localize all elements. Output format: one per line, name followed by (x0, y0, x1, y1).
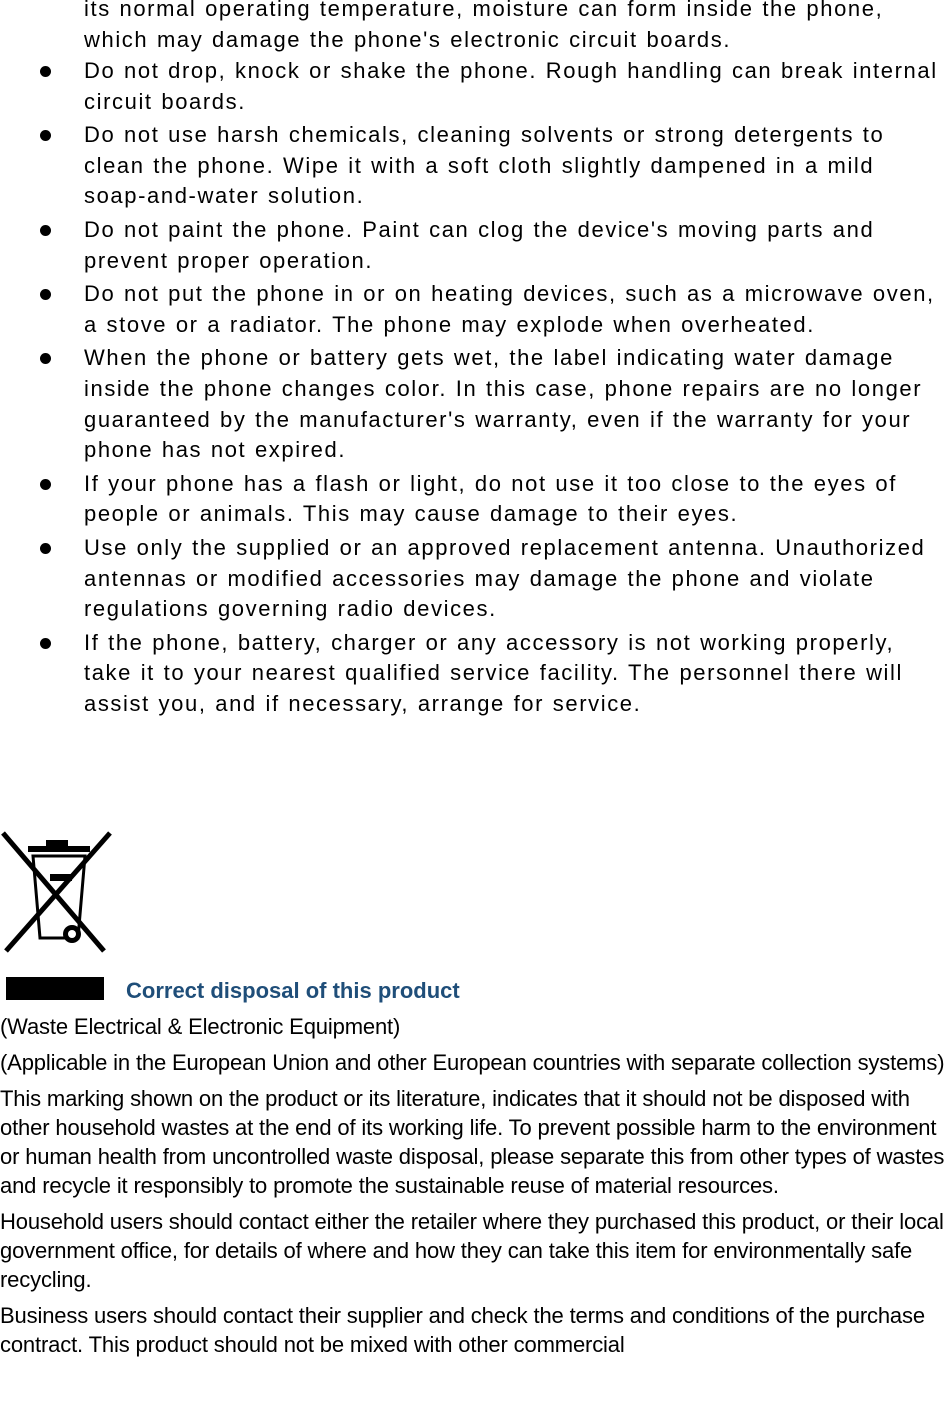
list-item (0, 120, 945, 212)
list-item-text: If your phone has a flash or light, do not use it too close to the eyes of people or animals. This may cause damage to their eyes. (84, 470, 897, 527)
list-item-text: Use only the supplied or an approved replacement antenna. Unauthorized antennas or modified accessories may damage the phone and violate regulations governing radio devices. (84, 534, 926, 622)
list-item-text: Do not paint the phone. Paint can clog the device's moving parts and prevent proper operation. (84, 216, 875, 273)
crossed-out-wheelie-bin-icon (0, 830, 114, 954)
bullet-icon (40, 130, 51, 141)
list-item (0, 469, 945, 530)
bullet-icon (40, 66, 51, 77)
list-item-text: If the phone, battery, charger or any accessory is not working properly, take it to your nearest qualified service facility. The personnel there will assist you, and if necessary, arrange for service. (84, 629, 904, 716)
list-item (0, 533, 945, 625)
paragraph: This marking shown on the product or its literature, indicates that it should not be disposed with other household wastes at the end of its working life. To prevent possible harm to the environment or human health from uncontrolled waste disposal, please separate this from other types of wastes and recycle it responsibly to promote the sustainable reuse of material resources. (0, 1086, 945, 1198)
paragraph: (Waste Electrical & Electronic Equipment) (0, 1014, 401, 1039)
bullet-icon (40, 479, 51, 490)
paragraph: Household users should contact either the retailer where they purchased this product, or their local government office, for details of where and how they can take this item for environmentally safe recycling. (0, 1209, 944, 1292)
list-item-text: When the phone or battery gets wet, the label indicating water damage inside the phone changes color. In this case, phone repairs are no longer guaranteed by the manufacturer's warranty, even if the warranty for your phone has not expired. (84, 345, 923, 463)
list-item-text: Do not use harsh chemicals, cleaning solvents or strong detergents to clean the phone. Wipe it with a soft cloth slightly dampened in a mild soap-and-water solution. (84, 122, 885, 209)
list-item (0, 215, 945, 276)
safety-bullet-list (0, 56, 945, 722)
bullet-icon (40, 225, 51, 236)
bullet-icon (40, 353, 51, 364)
list-item-text: Do not drop, knock or shake the phone. Rough handling can break internal circuit boards. (84, 58, 938, 114)
list-item (0, 628, 945, 720)
list-item-text: Do not put the phone in or on heating devices, such as a microwave oven, a stove or a radiator. The phone may explode when overheated. (84, 281, 935, 337)
continuation-text: its normal operating temperature, moisture can form inside the phone, which may damage the phone's electronic circuit boards. (84, 0, 884, 52)
paragraph: (Applicable in the European Union and other European countries with separate collection systems) (0, 1050, 945, 1075)
list-item (0, 279, 945, 340)
disposal-heading: Correct disposal of this product (126, 978, 460, 1003)
black-bar (6, 977, 104, 1000)
list-item (0, 343, 945, 465)
bullet-icon (40, 289, 51, 300)
paragraph: Business users should contact their supplier and check the terms and conditions of the purchase contract. This product should not be mixed with other commercial (0, 1303, 925, 1357)
disposal-body (0, 1012, 945, 1366)
list-item (0, 56, 945, 117)
bullet-icon (40, 543, 51, 554)
bullet-icon (40, 638, 51, 649)
